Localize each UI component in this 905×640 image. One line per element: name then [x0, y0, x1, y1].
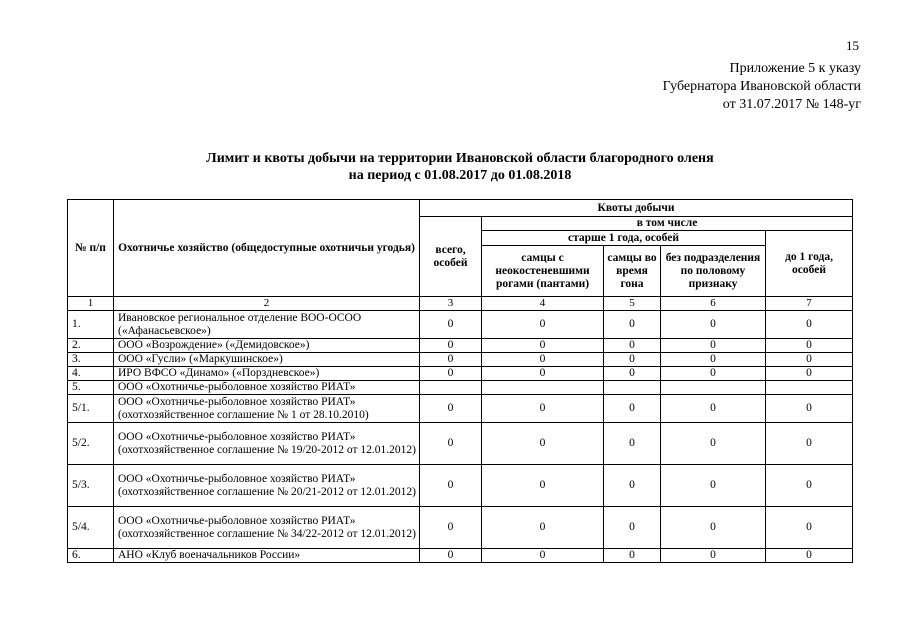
row-value: 0: [604, 367, 661, 381]
column-number: 4: [482, 297, 604, 311]
row-number: 1.: [68, 311, 114, 339]
row-value: [482, 381, 604, 395]
header-num: № п/п: [68, 200, 114, 297]
row-number: 6.: [68, 549, 114, 563]
header-nosex: без подразделения по половому признаку: [661, 246, 766, 297]
row-value: 0: [766, 395, 853, 423]
row-number: 3.: [68, 353, 114, 367]
table-row: [68, 395, 853, 423]
column-number: 1: [68, 297, 114, 311]
row-value: 0: [482, 339, 604, 353]
table-row: [68, 353, 853, 367]
row-value: 0: [604, 311, 661, 339]
header-older: старше 1 года, особей: [482, 231, 766, 246]
table-row: [68, 381, 853, 395]
header-including: в том числе: [482, 217, 853, 231]
row-value: [766, 381, 853, 395]
header-rut: самцы во время гона: [604, 246, 661, 297]
row-value: 0: [661, 423, 766, 465]
row-value: 0: [482, 549, 604, 563]
row-value: 0: [604, 353, 661, 367]
table-row: [68, 367, 853, 381]
table-row: [68, 465, 853, 507]
row-value: 0: [604, 339, 661, 353]
row-value: 0: [482, 395, 604, 423]
row-value: 0: [766, 549, 853, 563]
row-number: 5/2.: [68, 423, 114, 465]
row-value: 0: [661, 367, 766, 381]
table-row: [68, 549, 853, 563]
row-value: 0: [661, 465, 766, 507]
column-number: 2: [114, 297, 420, 311]
row-farm-name: ООО «Охотничье-рыболовное хозяйство РИАТ» (охотхозяйственное соглашение № 34/22-2012 от 12.01.2012): [114, 507, 420, 549]
document-title: [60, 150, 860, 184]
header-quotas: Квоты добычи: [420, 200, 853, 217]
row-value: 0: [661, 339, 766, 353]
header-total: всего, особей: [420, 217, 482, 297]
row-farm-name: Ивановское региональное отделение ВОО-ОСОО («Афанасьевское»): [114, 311, 420, 339]
row-value: 0: [482, 465, 604, 507]
row-value: 0: [766, 353, 853, 367]
row-value: 0: [604, 507, 661, 549]
row-farm-name: АНО «Клуб военачальников России»: [114, 549, 420, 563]
row-value: 0: [661, 353, 766, 367]
row-value: 0: [766, 367, 853, 381]
row-value: 0: [661, 395, 766, 423]
row-value: [661, 381, 766, 395]
appendix-line-3: от 31.07.2017 № 148-уг: [722, 97, 861, 112]
column-number: 5: [604, 297, 661, 311]
row-value: 0: [766, 339, 853, 353]
table-row: [68, 423, 853, 465]
row-farm-name: ООО «Охотничье-рыболовное хозяйство РИАТ» (охотхозяйственное соглашение № 19/20-2012 от 12.01.2012): [114, 423, 420, 465]
title-line-1: Лимит и квоты добычи на территории Ивановской области благородного оленя: [206, 151, 714, 166]
row-farm-name: ИРО ВФСО «Динамо» («Порздневское»): [114, 367, 420, 381]
header-antlers: самцы с неокостеневшими рогами (пантами): [482, 246, 604, 297]
header-farm: Охотничье хозяйство (общедоступные охотничьи угодья): [114, 200, 420, 297]
row-value: 0: [661, 549, 766, 563]
row-value: 0: [420, 395, 482, 423]
row-number: 5.: [68, 381, 114, 395]
row-number: 5/1.: [68, 395, 114, 423]
row-number: 5/3.: [68, 465, 114, 507]
row-value: 0: [604, 465, 661, 507]
row-value: 0: [482, 507, 604, 549]
row-value: 0: [482, 423, 604, 465]
row-number: 2.: [68, 339, 114, 353]
row-value: 0: [420, 367, 482, 381]
row-value: 0: [766, 465, 853, 507]
row-value: 0: [604, 395, 661, 423]
table-row: [68, 311, 853, 339]
row-farm-name: ООО «Охотничье-рыболовное хозяйство РИАТ»: [114, 381, 420, 395]
row-value: 0: [482, 353, 604, 367]
row-value: 0: [420, 465, 482, 507]
title-line-2: на период с 01.08.2017 до 01.08.2018: [348, 168, 572, 183]
row-value: 0: [661, 311, 766, 339]
appendix-block: [663, 60, 861, 114]
page-number: 15: [846, 38, 859, 53]
row-value: 0: [482, 311, 604, 339]
row-value: 0: [420, 311, 482, 339]
column-number-row: [68, 297, 853, 311]
row-farm-name: ООО «Гусли» («Маркушинское»): [114, 353, 420, 367]
row-value: 0: [766, 507, 853, 549]
row-farm-name: ООО «Возрождение» («Демидовское»): [114, 339, 420, 353]
row-value: 0: [420, 353, 482, 367]
header-young: до 1 года, особей: [766, 231, 853, 297]
column-number: 3: [420, 297, 482, 311]
row-farm-name: ООО «Охотничье-рыболовное хозяйство РИАТ» (охотхозяйственное соглашение № 1 от 28.10.2010): [114, 395, 420, 423]
row-value: 0: [482, 367, 604, 381]
column-number: 6: [661, 297, 766, 311]
row-value: 0: [420, 507, 482, 549]
table-row: [68, 507, 853, 549]
row-value: 0: [766, 423, 853, 465]
appendix-line-1: Приложение 5 к указу: [729, 61, 861, 76]
row-value: 0: [766, 311, 853, 339]
quota-table: [67, 199, 853, 563]
row-value: [420, 381, 482, 395]
row-value: 0: [420, 423, 482, 465]
column-number: 7: [766, 297, 853, 311]
row-number: 5/4.: [68, 507, 114, 549]
row-farm-name: ООО «Охотничье-рыболовное хозяйство РИАТ» (охотхозяйственное соглашение № 20/21-2012 от 12.01.2012): [114, 465, 420, 507]
row-value: [604, 381, 661, 395]
row-value: 0: [604, 549, 661, 563]
row-value: 0: [604, 423, 661, 465]
appendix-line-2: Губернатора Ивановской области: [662, 79, 861, 94]
row-number: 4.: [68, 367, 114, 381]
row-value: 0: [420, 549, 482, 563]
row-value: 0: [420, 339, 482, 353]
table-row: [68, 339, 853, 353]
row-value: 0: [661, 507, 766, 549]
